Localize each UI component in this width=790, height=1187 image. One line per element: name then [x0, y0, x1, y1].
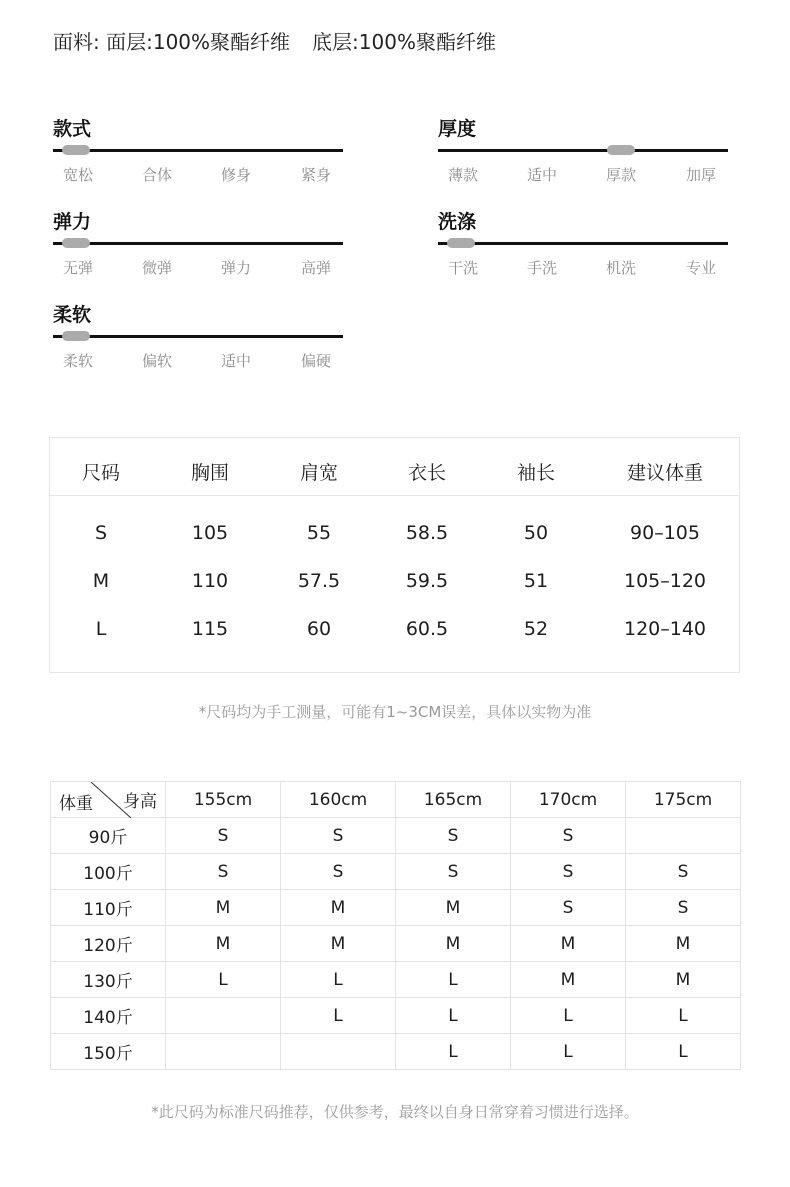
fit-row	[51, 962, 741, 998]
attr-option: 厚款	[605, 166, 636, 184]
fit-cell: M	[166, 926, 281, 962]
attr-indicator	[62, 238, 90, 248]
attr-elasticity	[53, 207, 343, 277]
fit-cell: L	[396, 962, 511, 998]
corner-row-label: 体重	[59, 794, 93, 814]
fit-row	[51, 998, 741, 1034]
attr-title: 柔软	[53, 304, 92, 326]
size-cell: S	[94, 522, 108, 544]
fit-cell	[166, 998, 281, 1034]
attr-option: 手洗	[526, 259, 557, 277]
weight-label: 100斤	[51, 854, 166, 890]
fit-cell: S	[396, 818, 511, 854]
size-table-header	[50, 438, 739, 496]
attr-track	[53, 242, 343, 245]
fit-cell	[626, 818, 741, 854]
attr-softness	[53, 300, 343, 370]
weight-label: 140斤	[51, 998, 166, 1034]
fit-cell: L	[511, 1034, 626, 1070]
attr-washing	[438, 207, 728, 277]
fit-cell	[281, 1034, 396, 1070]
fabric-outer: 面层:100%聚酯纤维	[106, 30, 291, 54]
size-cell: 51	[523, 570, 549, 592]
fit-cell: S	[166, 854, 281, 890]
weight-label: 120斤	[51, 926, 166, 962]
size-cell: 60	[306, 618, 332, 640]
fit-cell: S	[511, 854, 626, 890]
fit-cell: S	[281, 854, 396, 890]
attr-title: 厚度	[438, 118, 477, 140]
fit-cell: M	[281, 890, 396, 926]
attr-indicator	[62, 145, 90, 155]
fit-cell: M	[511, 962, 626, 998]
attr-track	[53, 149, 343, 152]
size-table	[49, 437, 740, 673]
size-cell: 57.5	[297, 570, 341, 592]
fit-recommendation-table	[50, 781, 741, 1070]
height-header: 155cm	[166, 782, 281, 818]
corner-col-label: 身高	[123, 792, 157, 812]
fit-cell: L	[511, 998, 626, 1034]
fabric-label: 面料:	[53, 30, 100, 54]
attr-style	[53, 114, 343, 184]
size-header-cell: 肩宽	[299, 462, 338, 484]
fit-cell: M	[396, 926, 511, 962]
attr-option: 薄款	[447, 166, 478, 184]
fit-cell	[166, 1034, 281, 1070]
attr-indicator	[607, 145, 635, 155]
attr-option: 微弹	[141, 259, 172, 277]
recommendation-note: *此尺码为标准尺码推荐，仅供参考，最终以自身日常穿着习惯进行选择。	[151, 1103, 639, 1121]
attr-title: 洗涤	[438, 211, 477, 233]
size-cell: 110	[191, 570, 229, 592]
size-cell: 52	[523, 618, 549, 640]
fit-cell: L	[626, 1034, 741, 1070]
attr-option: 柔软	[62, 352, 93, 370]
attr-option: 机洗	[605, 259, 636, 277]
fit-row	[51, 926, 741, 962]
fit-cell: S	[281, 818, 396, 854]
fit-cell: L	[626, 998, 741, 1034]
corner-cell	[51, 782, 166, 818]
fit-cell: M	[511, 926, 626, 962]
size-cell: 58.5	[405, 522, 449, 544]
attr-option: 偏硬	[300, 352, 331, 370]
attr-option: 加厚	[685, 166, 716, 184]
fit-header-row	[51, 782, 741, 818]
weight-label: 110斤	[51, 890, 166, 926]
measurement-note: *尺码均为手工测量，可能有1~3CM误差，具体以实物为准	[198, 703, 592, 721]
attr-option: 修身	[220, 166, 251, 184]
fit-cell: S	[511, 818, 626, 854]
size-cell: 115	[191, 618, 229, 640]
fit-cell: L	[396, 998, 511, 1034]
attr-option: 专业	[685, 259, 716, 277]
height-header: 160cm	[281, 782, 396, 818]
size-cell: M	[92, 570, 110, 592]
fit-cell: M	[626, 926, 741, 962]
fit-cell: L	[166, 962, 281, 998]
attr-indicator	[447, 238, 475, 248]
height-header: 170cm	[511, 782, 626, 818]
attr-option: 合体	[141, 166, 172, 184]
fabric-composition	[53, 26, 496, 55]
weight-label: 150斤	[51, 1034, 166, 1070]
size-cell: 105	[191, 522, 229, 544]
weight-label: 130斤	[51, 962, 166, 998]
fit-cell: L	[281, 962, 396, 998]
size-cell: 60.5	[405, 618, 449, 640]
size-header-cell: 袖长	[516, 462, 555, 484]
attr-title: 款式	[53, 118, 92, 140]
fit-row	[51, 854, 741, 890]
size-header-cell: 胸围	[190, 462, 229, 484]
attr-track	[438, 149, 728, 152]
fabric-lining: 底层:100%聚酯纤维	[312, 30, 496, 54]
fit-row	[51, 890, 741, 926]
attr-option: 干洗	[447, 259, 478, 277]
height-header: 175cm	[626, 782, 741, 818]
attr-option: 适中	[526, 166, 557, 184]
size-cell: 120–140	[623, 618, 707, 640]
fit-cell: M	[626, 962, 741, 998]
attr-option: 宽松	[62, 166, 93, 184]
attr-option: 弹力	[220, 259, 251, 277]
fit-cell: S	[626, 854, 741, 890]
attr-track	[53, 335, 343, 338]
attr-option: 无弹	[62, 259, 93, 277]
fit-cell: S	[511, 890, 626, 926]
attr-thickness	[438, 114, 728, 184]
attr-track	[438, 242, 728, 245]
height-header: 165cm	[396, 782, 511, 818]
fit-cell: M	[396, 890, 511, 926]
attr-option: 适中	[220, 352, 251, 370]
attr-option: 偏软	[141, 352, 172, 370]
size-cell: 50	[523, 522, 549, 544]
attr-option: 紧身	[300, 166, 331, 184]
attr-option: 高弹	[300, 259, 331, 277]
size-cell: 90–105	[630, 522, 700, 544]
fit-row	[51, 818, 741, 854]
attr-indicator	[62, 331, 90, 341]
size-header-cell: 衣长	[407, 462, 446, 484]
fit-cell: L	[396, 1034, 511, 1070]
size-cell: L	[95, 618, 107, 640]
fit-cell: S	[396, 854, 511, 890]
fit-cell: S	[166, 818, 281, 854]
attr-title: 弹力	[53, 211, 92, 233]
size-cell: 59.5	[405, 570, 449, 592]
size-header-cell: 尺码	[81, 462, 120, 484]
size-cell: 55	[306, 522, 332, 544]
weight-label: 90斤	[51, 818, 166, 854]
fit-cell: S	[626, 890, 741, 926]
size-cell: 105–120	[623, 570, 707, 592]
fit-cell: M	[166, 890, 281, 926]
fit-cell: L	[281, 998, 396, 1034]
fit-cell: M	[281, 926, 396, 962]
size-header-cell: 建议体重	[626, 462, 703, 484]
fit-row	[51, 1034, 741, 1070]
